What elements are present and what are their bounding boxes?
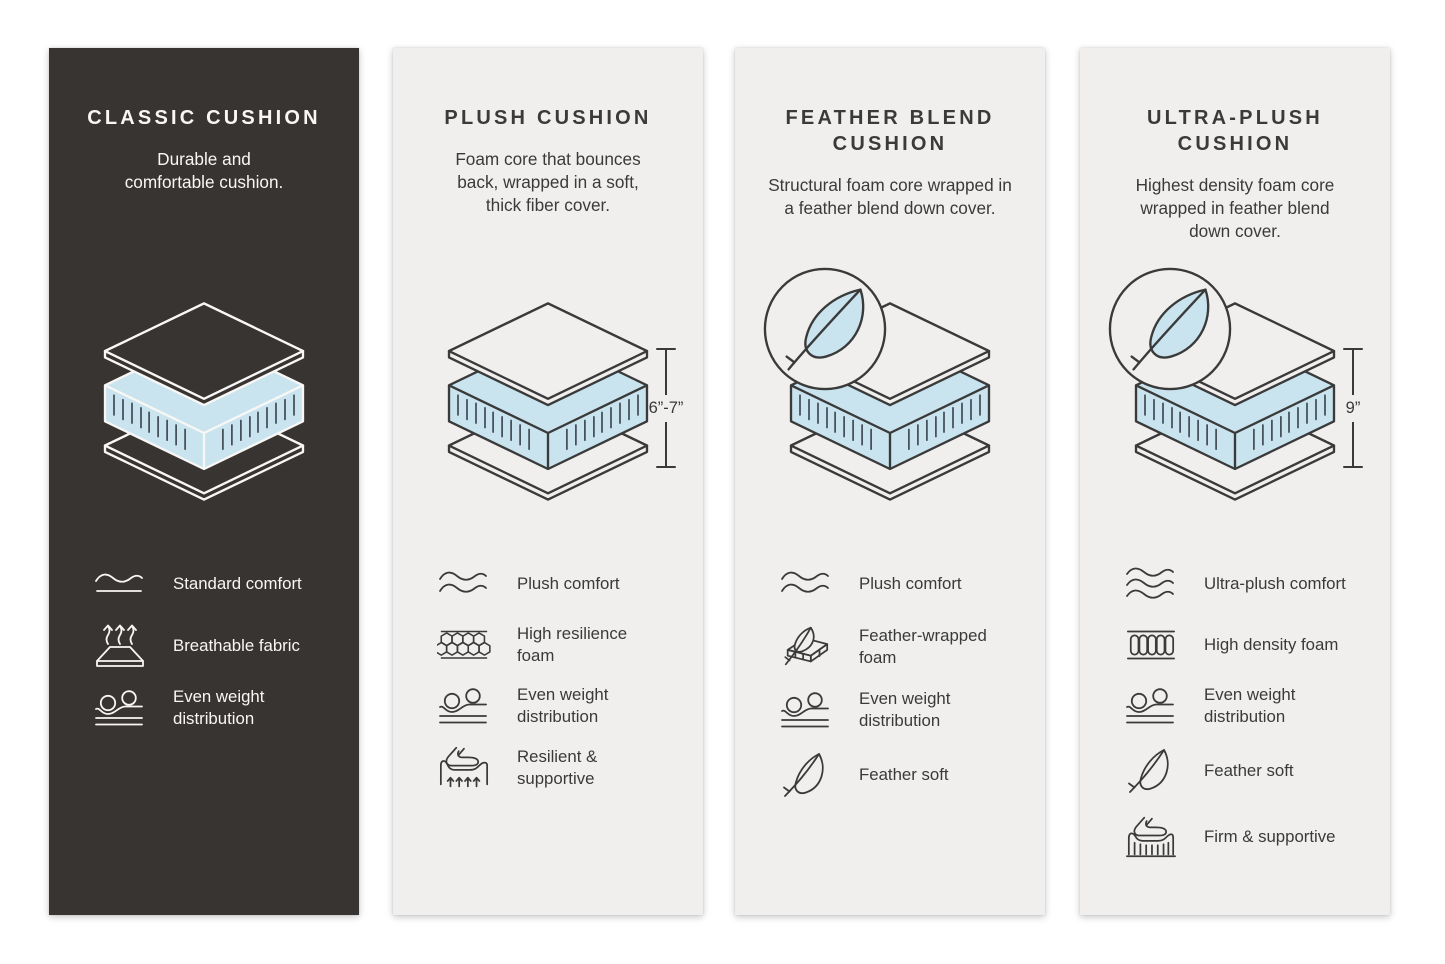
panel-description bbox=[415, 148, 681, 217]
feature-row bbox=[779, 562, 1033, 606]
cushion-illustration bbox=[440, 298, 684, 507]
feature-list bbox=[93, 562, 347, 730]
feature-row bbox=[1124, 623, 1378, 667]
feature-label-line: Plush comfort bbox=[517, 574, 620, 593]
panel-description-line: comfortable cushion. bbox=[124, 172, 284, 192]
feature-label-line: foam bbox=[859, 648, 897, 667]
breathable-fabric-icon bbox=[93, 623, 147, 669]
panel-title-line: ULTRA-PLUSH bbox=[1147, 107, 1323, 129]
feature-label bbox=[173, 686, 264, 730]
feature-label bbox=[517, 684, 608, 728]
even-weight-icon bbox=[1124, 686, 1178, 726]
wave-triple-icon bbox=[1124, 564, 1178, 604]
cushion-layers-diagram bbox=[96, 298, 312, 507]
height-dimension-marker bbox=[1331, 348, 1375, 468]
panel-description-line: wrapped in feather blend bbox=[1140, 198, 1330, 218]
feature-label bbox=[517, 746, 597, 790]
foot-coils-icon bbox=[1124, 814, 1178, 860]
panel-description-line: Structural foam core wrapped in bbox=[768, 175, 1012, 195]
feature-label-line: Breathable fabric bbox=[173, 636, 300, 655]
feature-label-line: Even weight bbox=[859, 689, 951, 708]
even-weight-icon bbox=[93, 688, 147, 728]
feature-label-line: Even weight bbox=[1204, 685, 1296, 704]
feature-label bbox=[517, 623, 627, 667]
feature-label bbox=[1204, 760, 1294, 782]
feature-label-line: distribution bbox=[517, 707, 599, 726]
feature-label bbox=[517, 573, 620, 595]
feather-icon bbox=[779, 749, 833, 801]
feature-label-line: supportive bbox=[517, 769, 595, 788]
feature-label-line: distribution bbox=[1204, 707, 1286, 726]
cushion-illustration bbox=[782, 298, 998, 507]
dimension-line bbox=[665, 422, 667, 466]
feature-label-line: Plush comfort bbox=[859, 574, 962, 593]
panel-description-line: thick fiber cover. bbox=[485, 195, 611, 215]
feature-label-line: Even weight bbox=[173, 687, 265, 706]
even-weight-icon bbox=[437, 686, 491, 726]
feature-row bbox=[437, 745, 691, 791]
wave-double-icon bbox=[779, 567, 833, 601]
panel-title-line: PLUSH CUSHION bbox=[444, 107, 652, 129]
feature-row bbox=[437, 684, 691, 728]
panel-description-line: Highest density foam core bbox=[1135, 175, 1335, 195]
feature-label-line: foam bbox=[517, 646, 555, 665]
feature-row bbox=[779, 688, 1033, 732]
panel-description-line: a feather blend down cover. bbox=[784, 198, 996, 218]
feature-label-line: High resilience bbox=[517, 624, 628, 643]
feature-row bbox=[1124, 684, 1378, 728]
feature-label bbox=[1204, 573, 1346, 595]
feather-badge-icon bbox=[761, 265, 889, 393]
dimension-line bbox=[1352, 422, 1354, 466]
height-dimension-marker bbox=[644, 348, 688, 468]
feature-row bbox=[93, 562, 347, 606]
capsule-foam-icon bbox=[1124, 627, 1178, 663]
height-dimension-label: 9” bbox=[1345, 398, 1361, 417]
panel-title bbox=[1100, 105, 1370, 157]
feature-label bbox=[1204, 684, 1295, 728]
feature-list bbox=[437, 562, 691, 791]
feature-row bbox=[437, 623, 691, 667]
feature-row bbox=[1124, 562, 1378, 606]
feather-foam-icon bbox=[779, 623, 833, 671]
feather-badge-icon bbox=[1106, 265, 1234, 393]
panel-title bbox=[755, 105, 1025, 157]
feature-row bbox=[1124, 814, 1378, 860]
height-dimension-label: 6”-7” bbox=[648, 398, 684, 417]
cushion-illustration bbox=[1127, 298, 1361, 507]
feature-row bbox=[437, 562, 691, 606]
feature-label bbox=[173, 573, 302, 595]
cushion-diagram-area bbox=[393, 298, 703, 588]
panel-title bbox=[69, 105, 339, 131]
panel-description bbox=[757, 174, 1023, 220]
feather-icon bbox=[1124, 745, 1178, 797]
feature-label-line: Standard comfort bbox=[173, 574, 302, 593]
panel-title-line: FEATHER BLEND bbox=[785, 107, 995, 129]
feature-label-line: Even weight bbox=[517, 685, 609, 704]
feature-list bbox=[779, 562, 1033, 801]
panel-description bbox=[1102, 174, 1368, 243]
feature-label bbox=[859, 573, 962, 595]
cushion-layers-diagram bbox=[440, 298, 656, 507]
feature-label bbox=[1204, 826, 1336, 848]
even-weight-icon bbox=[779, 690, 833, 730]
panel-description-line: Foam core that bounces bbox=[455, 149, 641, 169]
cushion-diagram-area bbox=[735, 298, 1045, 588]
dimension-cap-bottom bbox=[656, 466, 676, 468]
feature-label bbox=[859, 764, 949, 786]
feature-label-line: Feather soft bbox=[1204, 761, 1294, 780]
feature-label-line: Feather-wrapped bbox=[859, 626, 987, 645]
panel-feather-blend-cushion bbox=[735, 48, 1045, 915]
panel-description bbox=[71, 148, 337, 194]
feature-label-line: distribution bbox=[173, 709, 255, 728]
panel-description-line: Durable and bbox=[157, 149, 251, 169]
panel-title bbox=[413, 105, 683, 131]
feature-label bbox=[859, 688, 950, 732]
panel-description-line: down cover. bbox=[1189, 221, 1281, 241]
feature-row bbox=[779, 623, 1033, 671]
feature-row bbox=[779, 749, 1033, 801]
cushion-illustration bbox=[96, 298, 312, 507]
wave-double-icon bbox=[437, 567, 491, 601]
feature-row bbox=[93, 623, 347, 669]
feature-label-line: distribution bbox=[859, 711, 941, 730]
feature-row bbox=[1124, 745, 1378, 797]
panel-title-line: CUSHION bbox=[832, 133, 948, 155]
wave-single-icon bbox=[93, 567, 147, 601]
feature-label bbox=[173, 635, 300, 657]
feature-list bbox=[1124, 562, 1378, 860]
dimension-cap-bottom bbox=[1343, 466, 1363, 468]
panel-title-line: CUSHION bbox=[1177, 133, 1293, 155]
feature-row bbox=[93, 686, 347, 730]
feature-label-line: Feather soft bbox=[859, 765, 949, 784]
cushion-diagram-area bbox=[49, 298, 359, 588]
feature-label-line: Resilient & bbox=[517, 747, 598, 766]
panel-title-line: CLASSIC CUSHION bbox=[87, 107, 321, 129]
feature-label-line: High density foam bbox=[1204, 635, 1339, 654]
feature-label bbox=[1204, 634, 1338, 656]
dimension-line bbox=[665, 350, 667, 394]
panel-ultra-plush-cushion bbox=[1080, 48, 1390, 915]
panel-description-line: back, wrapped in a soft, bbox=[457, 172, 639, 192]
feature-label-line: Ultra-plush comfort bbox=[1204, 574, 1346, 593]
feature-label-line: Firm & supportive bbox=[1204, 827, 1336, 846]
honeycomb-foam-icon bbox=[437, 627, 491, 663]
foot-arrows-icon bbox=[437, 745, 491, 791]
cushion-diagram-area bbox=[1080, 298, 1390, 588]
panel-classic-cushion bbox=[49, 48, 359, 915]
panel-plush-cushion bbox=[393, 48, 703, 915]
dimension-line bbox=[1352, 350, 1354, 394]
feature-label bbox=[859, 625, 987, 669]
